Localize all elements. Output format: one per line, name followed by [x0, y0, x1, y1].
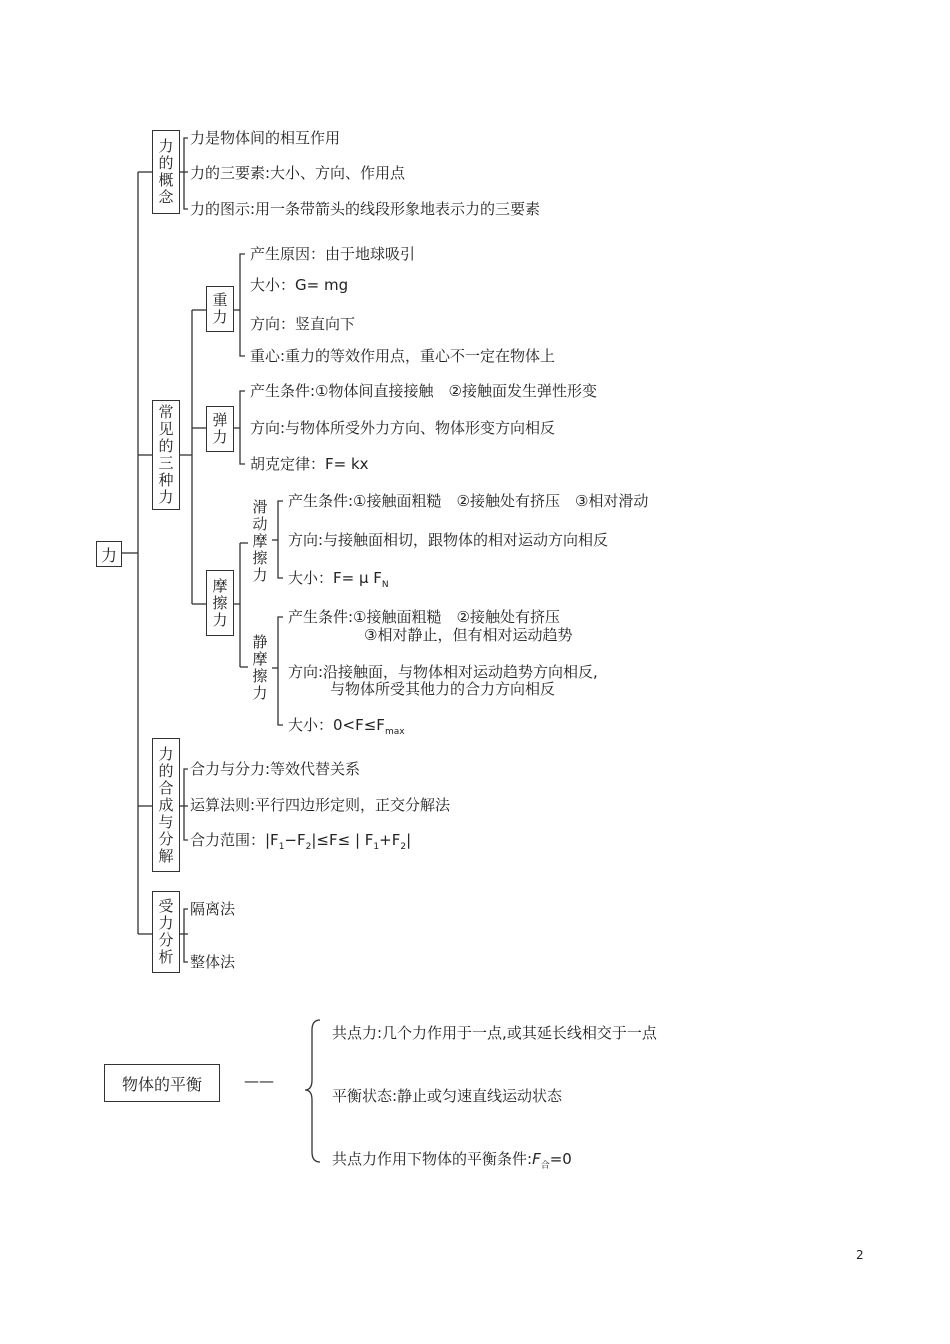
range-sub: 1: [373, 842, 380, 852]
sliding-friction-label: [248, 496, 272, 586]
sliding-char: 动: [252, 514, 268, 533]
range-text: |: [406, 831, 412, 849]
friction-char: 力: [212, 610, 228, 629]
three-forces-char: 常: [158, 403, 174, 421]
three-forces-char: 的: [158, 437, 174, 455]
sliding-size-text: 大小：F= μ F: [288, 569, 382, 587]
balance-condition: [332, 1150, 572, 1175]
analysis-char: 分: [158, 931, 174, 949]
gravity-item: 产生原因：由于地球吸引: [250, 245, 416, 263]
elastic-node: [206, 406, 234, 452]
composition-char: 解: [158, 846, 174, 865]
static-cond-1: 产生条件:①接触面粗糙 ②接触处有挤压: [288, 608, 560, 626]
static-cond-2: ③相对静止，但有相对运动趋势: [364, 626, 573, 644]
elastic-item: 产生条件:①物体间直接接触 ②接触面发生弹性形变: [250, 382, 597, 400]
three-forces-char: 力: [158, 488, 174, 506]
sliding-char: 滑: [252, 497, 268, 516]
analysis-item: 整体法: [190, 953, 236, 971]
gravity-char: 力: [212, 308, 228, 326]
analysis-node: [152, 891, 180, 973]
concept-char: 力: [158, 137, 174, 155]
analysis-char: 力: [158, 914, 174, 932]
friction-char: 擦: [212, 593, 228, 612]
composition-item: 运算法则:平行四边形定则，正交分解法: [190, 796, 451, 814]
range-sub: 1: [278, 842, 285, 852]
sliding-size: [288, 569, 389, 594]
condition-var: F: [532, 1150, 541, 1168]
concept-item: 力是物体间的相互作用: [190, 129, 341, 147]
sliding-item: 方向:与接触面相切，跟物体的相对运动方向相反: [288, 531, 609, 549]
static-dir-2: 与物体所受其他力的合力方向相反: [330, 680, 556, 698]
static-char: 静: [252, 633, 268, 651]
composition-range: [190, 831, 411, 856]
elastic-item: 方向:与物体所受外力方向、物体形变方向相反: [250, 419, 556, 437]
sliding-size-sub: N: [381, 580, 389, 590]
three-forces-node: [152, 400, 180, 510]
concept-node: [152, 130, 180, 214]
composition-char: 力: [158, 744, 174, 763]
balance-item: 共点力:几个力作用于一点,或其延长线相交于一点: [332, 1024, 657, 1042]
balance-title: 物体的平衡: [121, 1074, 202, 1094]
condition-sub: 合: [540, 1161, 550, 1171]
gravity-item: 重心:重力的等效作用点，重心不一定在物体上: [250, 347, 556, 365]
range-sub: 2: [305, 842, 312, 852]
sliding-char: 力: [252, 565, 268, 584]
composition-char: 合: [158, 778, 174, 797]
concept-item: 力的三要素:大小、方向、作用点: [190, 164, 406, 182]
page-number: 2: [856, 1248, 864, 1262]
static-dir-1: 方向:沿接触面，与物体相对运动趋势方向相反,: [288, 663, 598, 681]
composition-char: 与: [158, 812, 174, 831]
elastic-char: 弹: [212, 411, 228, 429]
concept-char: 概: [158, 171, 174, 189]
range-text: −F: [284, 831, 306, 849]
root-node: [96, 541, 122, 567]
composition-char: 的: [158, 761, 174, 780]
three-forces-char: 三: [158, 454, 174, 472]
concept-char: 的: [158, 154, 174, 172]
balance-item: 平衡状态:静止或匀速直线运动状态: [332, 1087, 563, 1105]
gravity-char: 重: [212, 291, 228, 309]
range-sub: 2: [400, 842, 407, 852]
concept-char: 念: [158, 188, 174, 206]
three-forces-char: 见: [158, 420, 174, 438]
analysis-char: 析: [158, 948, 174, 966]
sliding-item: 产生条件:①接触面粗糙 ②接触处有挤压 ③相对滑动: [288, 492, 649, 510]
static-char: 擦: [252, 667, 268, 685]
range-text: |≤F≤ | F: [311, 831, 374, 849]
static-friction-label: [248, 632, 272, 704]
elastic-item: 胡克定律：F= kx: [250, 455, 369, 473]
gravity-item: 方向：竖直向下: [250, 315, 356, 333]
analysis-char: 受: [158, 897, 174, 915]
composition-node: [152, 738, 180, 872]
gravity-node: [206, 286, 234, 332]
elastic-char: 力: [212, 428, 228, 446]
balance-node: [104, 1064, 220, 1102]
gravity-item: 大小：G= mg: [250, 276, 349, 294]
condition-text: 共点力作用下物体的平衡条件:: [332, 1150, 533, 1168]
composition-char: 分: [158, 829, 174, 848]
condition-end: =0: [549, 1150, 572, 1168]
static-size: [288, 716, 405, 741]
three-forces-char: 种: [158, 471, 174, 489]
range-text: +F: [379, 831, 401, 849]
root-label: 力: [100, 545, 117, 565]
friction-char: 摩: [212, 576, 228, 595]
range-text: 合力范围：|F: [190, 831, 279, 849]
balance-dash: ——: [244, 1072, 274, 1090]
concept-item: 力的图示:用一条带箭头的线段形象地表示力的三要素: [190, 200, 541, 218]
sliding-char: 擦: [252, 548, 268, 567]
static-size-text: 大小：0<F≤F: [288, 716, 385, 734]
friction-node: [206, 570, 234, 636]
composition-char: 成: [158, 795, 174, 814]
static-char: 摩: [252, 650, 268, 668]
analysis-item: 隔离法: [190, 900, 236, 918]
static-size-sub: max: [384, 727, 405, 737]
sliding-char: 摩: [252, 531, 268, 550]
composition-item: 合力与分力:等效代替关系: [190, 760, 361, 778]
static-char: 力: [252, 684, 268, 702]
